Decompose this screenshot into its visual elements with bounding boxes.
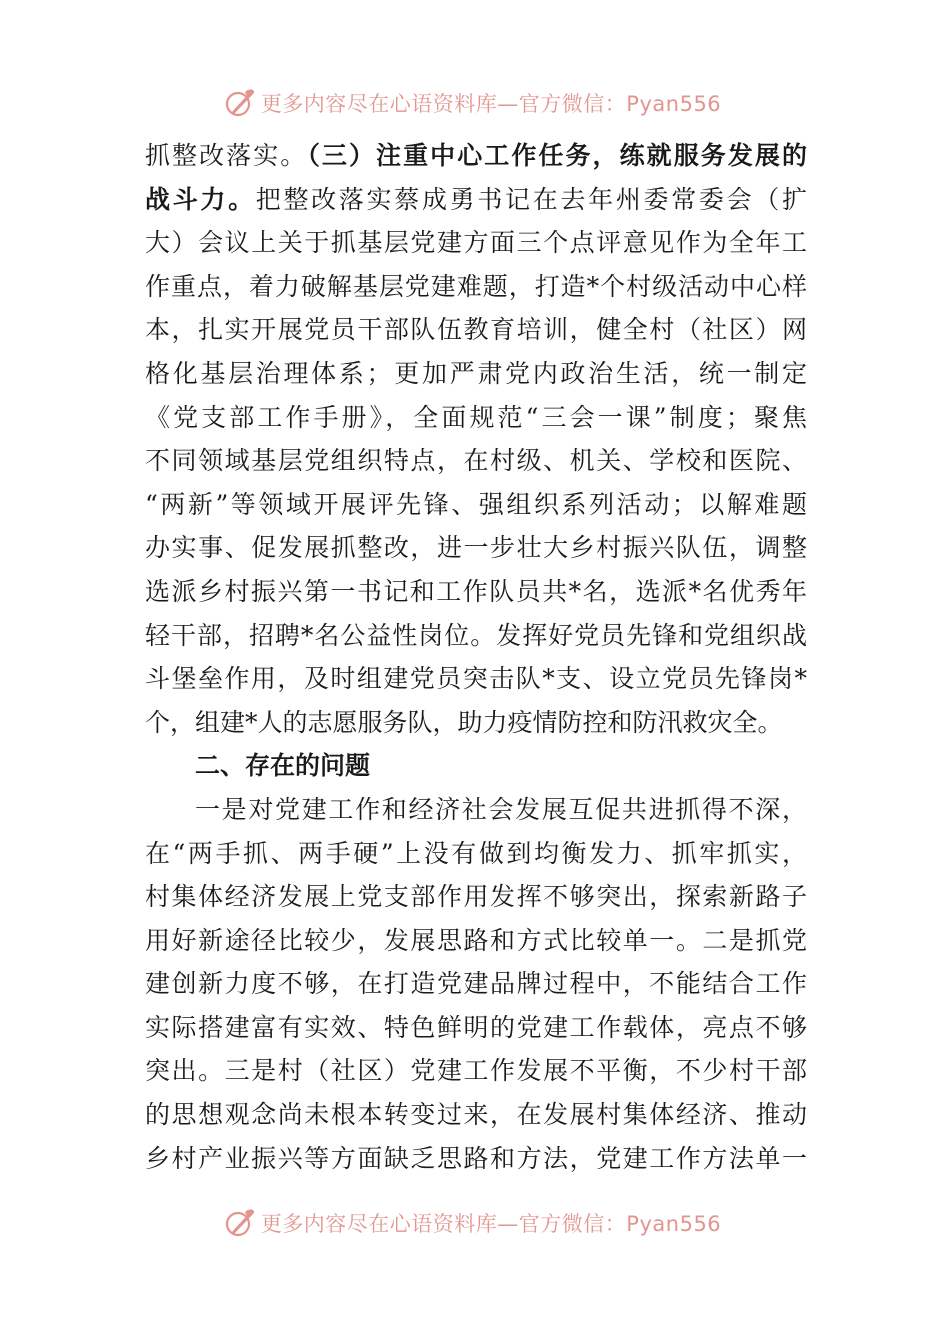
paragraph-line: 《党支部工作手册》，全面规范“三会一课”制度；聚焦 [145, 402, 807, 432]
watermark-text: 更多内容尽在心语资料库—官方微信：Pyan556 [260, 92, 722, 116]
section-heading-2: 二、存在的问题 [195, 751, 371, 781]
paragraph-line: 用好新途径比较少，发展思路和方式比较单一。二是抓党 [145, 925, 807, 955]
paragraph-line: 一是对党建工作和经济社会发展互促共进抓得不深， [195, 794, 807, 824]
paragraph-line: 选派乡村振兴第一书记和工作队员共*名，选派*名优秀年 [145, 576, 807, 606]
paragraph-line: 大）会议上关于抓基层党建方面三个点评意见作为全年工 [145, 228, 807, 258]
quill-logo-icon [223, 86, 257, 120]
paragraph-line: 不同领域基层党组织特点，在村级、机关、学校和医院、 [145, 446, 807, 476]
paragraph-line: 抓整改落实。（三）注重中心工作任务，练就服务发展的 [145, 141, 807, 170]
paragraph-line: “两新”等领域开展评先锋、强组织系列活动；以解难题 [145, 489, 807, 519]
quill-logo-icon [223, 1206, 257, 1240]
paragraph-line: 乡村产业振兴等方面缺乏思路和方法，党建工作方法单一 [145, 1143, 807, 1173]
paragraph-line: 建创新力度不够，在打造党建品牌过程中，不能结合工作 [145, 969, 807, 999]
paragraph-line: 的思想观念尚未根本转变过来，在发展村集体经济、推动 [145, 1100, 807, 1130]
section-heading-3-cont: 战斗力。 [145, 184, 256, 214]
paragraph-line: 办实事、促发展抓整改，进一步壮大乡村振兴队伍，调整 [145, 533, 807, 563]
paragraph-line: 村集体经济发展上党支部作用发挥不够突出，探索新路子 [145, 882, 807, 912]
paragraph-line: 本，扎实开展党员干部队伍教育培训，健全村（社区）网 [145, 315, 807, 345]
watermark-text: 更多内容尽在心语资料库—官方微信：Pyan556 [260, 1212, 722, 1236]
watermark-footer [0, 1205, 950, 1241]
paragraph-line: 实际搭建富有实效、特色鲜明的党建工作载体，亮点不够 [145, 1012, 807, 1042]
paragraph-line: 在“两手抓、两手硬”上没有做到均衡发力、抓牢抓实， [145, 838, 807, 868]
paragraph-line: 战斗力。把整改落实蔡成勇书记在去年州委常委会（扩 [145, 184, 807, 214]
document-body [145, 134, 807, 1180]
paragraph-line: 轻干部，招聘*名公益性岗位。发挥好党员先锋和党组织战 [145, 620, 807, 650]
paragraph-line: 作重点，着力破解基层党建难题，打造*个村级活动中心样 [145, 271, 807, 301]
paragraph-line: 突出。三是村（社区）党建工作发展不平衡，不少村干部 [145, 1056, 807, 1086]
paragraph-line: 斗堡垒作用，及时组建党员突击队*支、设立党员先锋岗* [145, 664, 807, 694]
section-heading-3: （三）注重中心工作任务，练就服务发展的 [307, 141, 807, 170]
watermark-header [0, 85, 950, 121]
paragraph-line: 格化基层治理体系；更加严肃党内政治生活，统一制定 [145, 358, 807, 388]
paragraph-line: 个，组建*人的志愿服务队，助力疫情防控和防汛救灾全。 [145, 707, 783, 737]
